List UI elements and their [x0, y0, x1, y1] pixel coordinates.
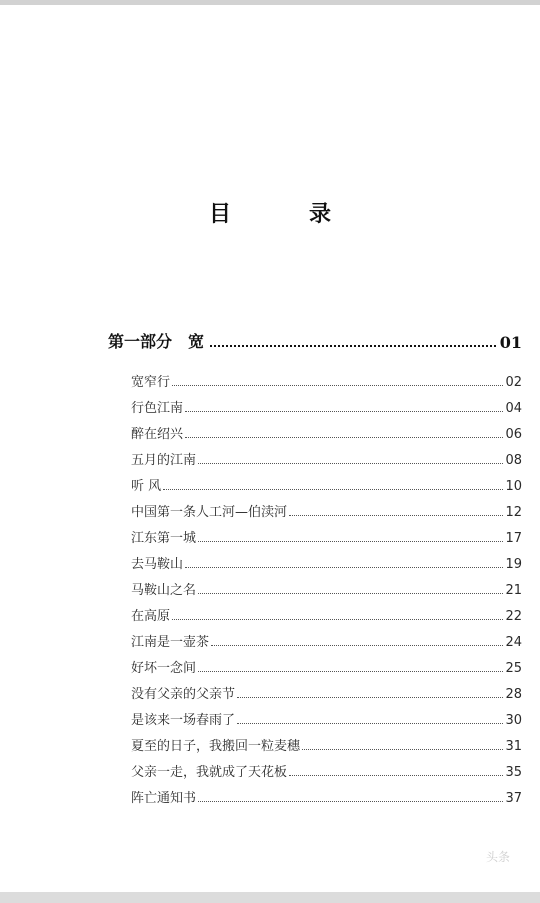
toc-entry-title: 去马鞍山: [131, 557, 184, 572]
part-label: 第一部分 宽: [108, 332, 205, 351]
toc-entry: [131, 572, 522, 598]
toc-entry-page: 02: [505, 375, 522, 390]
toc-entry-page: 12: [505, 505, 522, 520]
dot-leader: [185, 566, 503, 568]
toc-entry: [131, 650, 522, 676]
toc-entry-page: 24: [505, 635, 522, 650]
toc-entry-title: 醉在绍兴: [131, 427, 184, 442]
toc-entry-page: 19: [505, 557, 522, 572]
dot-leader: [198, 800, 503, 802]
toc-entry-page: 30: [505, 713, 522, 728]
toc-list: [131, 364, 522, 806]
dot-leader: [211, 644, 503, 646]
toc-entry-page: 28: [505, 687, 522, 702]
dot-leader: [302, 748, 503, 750]
toc-entry: [131, 416, 522, 442]
top-edge: [0, 0, 540, 5]
toc-entry-page: 10: [505, 479, 522, 494]
toc-entry-title: 听 风: [131, 479, 162, 494]
toc-entry-page: 37: [505, 791, 522, 806]
dot-leader: [198, 462, 503, 464]
toc-entry: [131, 494, 522, 520]
toc-entry-title: 中国第一条人工河—伯渎河: [131, 505, 288, 520]
toc-entry: [131, 390, 522, 416]
dot-leader: [163, 488, 503, 490]
toc-entry-title: 行色江南: [131, 401, 184, 416]
toc-entry-title: 江东第一城: [131, 531, 197, 546]
bottom-edge: [0, 892, 540, 903]
toc-entry: [131, 624, 522, 650]
toc-entry-title: 好坏一念间: [131, 661, 197, 676]
dot-leader: [198, 592, 503, 594]
watermark: 头条: [486, 850, 511, 864]
toc-entry-title: 夏至的日子，我搬回一粒麦穗: [131, 739, 301, 754]
dot-leader: [198, 670, 503, 672]
toc-entry-page: 08: [505, 453, 522, 468]
dot-leader: [289, 774, 503, 776]
dot-leader: [185, 436, 503, 438]
toc-entry: [131, 546, 522, 572]
dot-leader: [172, 384, 503, 386]
toc-entry-page: 17: [505, 531, 522, 546]
toc-entry: [131, 364, 522, 390]
dot-leader: [198, 540, 503, 542]
toc-entry-title: 马鞍山之名: [131, 583, 197, 598]
page-title: 目 录: [208, 201, 359, 227]
toc-entry-title: 阵亡通知书: [131, 791, 197, 806]
toc-entry-page: 25: [505, 661, 522, 676]
toc-entry: [131, 598, 522, 624]
toc-entry-page: 21: [505, 583, 522, 598]
toc-entry-title: 江南是一壶茶: [131, 635, 210, 650]
toc-entry-page: 31: [505, 739, 522, 754]
toc-entry: [131, 442, 522, 468]
toc-entry-title: 宽窄行: [131, 375, 171, 390]
toc-entry: [131, 676, 522, 702]
toc-entry: [131, 520, 522, 546]
dot-leader: [172, 618, 503, 620]
toc-entry-title: 在高原: [131, 609, 171, 624]
toc-entry: [131, 702, 522, 728]
toc-entry: [131, 754, 522, 780]
part-page-number: 01: [499, 333, 522, 352]
toc-entry: [131, 780, 522, 806]
dot-leader: [237, 722, 503, 724]
toc-entry-page: 35: [505, 765, 522, 780]
toc-entry-page: 22: [505, 609, 522, 624]
dot-leader: [210, 344, 496, 347]
dot-leader: [237, 696, 503, 698]
toc-entry-title: 是该来一场春雨了: [131, 713, 236, 728]
toc-entry-title: 父亲一走，我就成了天花板: [131, 765, 288, 780]
dot-leader: [185, 410, 503, 412]
toc-entry-page: 06: [505, 427, 522, 442]
toc-entry: [131, 728, 522, 754]
toc-entry-title: 没有父亲的父亲节: [131, 687, 236, 702]
toc-entry: [131, 468, 522, 494]
part-heading: [108, 326, 522, 352]
dot-leader: [289, 514, 503, 516]
toc-entry-title: 五月的江南: [131, 453, 197, 468]
toc-entry-page: 04: [505, 401, 522, 416]
